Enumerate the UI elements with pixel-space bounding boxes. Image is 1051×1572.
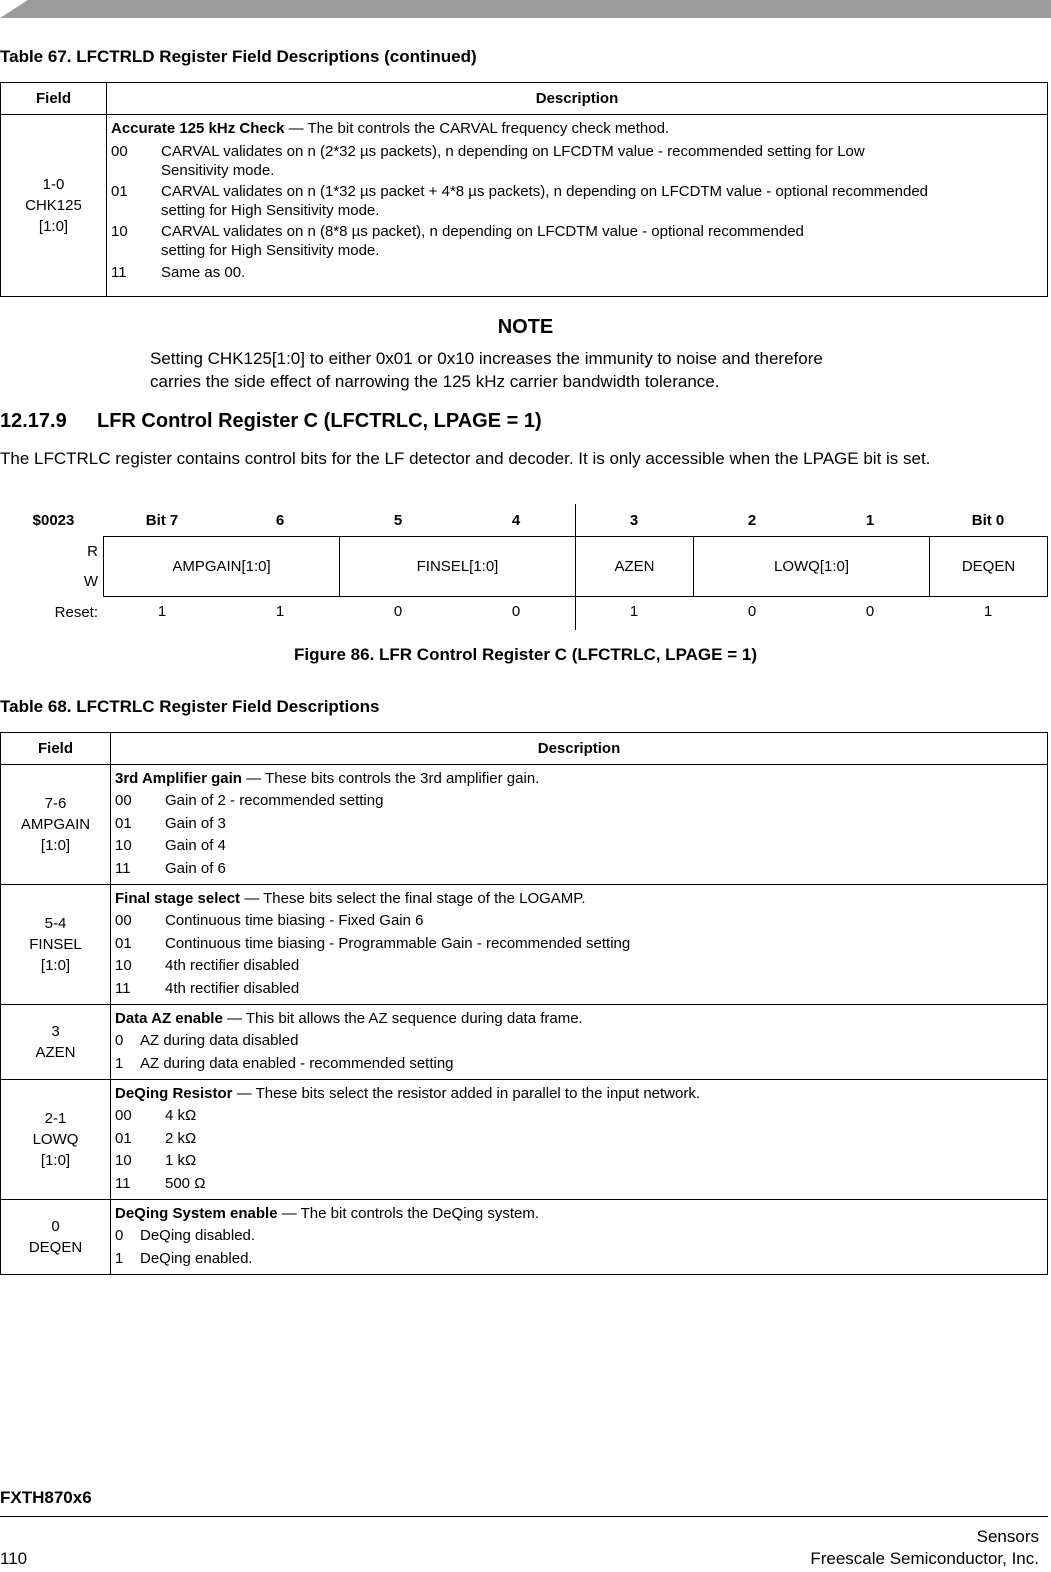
table68-header-field: Field [1,733,111,765]
reset-label: Reset: [54,604,98,621]
item-code: 00 [111,143,128,160]
field-bits: 3 [51,1023,60,1040]
item-code: 01 [115,934,132,952]
list-item [115,1248,1043,1271]
section-title: LFR Control Register C (LFCTRLC, LPAGE = 1) [97,410,542,432]
item-text: DeQing enabled. [140,1249,253,1267]
field-cell [1,1080,111,1200]
list-item [115,1030,1043,1053]
item-text: 4 kΩ [165,1107,197,1124]
description-title-rest: — These bits controls the 3rd amplifier gain. [241,770,540,787]
item-text: Gain of 6 [165,859,226,877]
table67-header-row [1,83,1048,115]
description-title-rest: — These bits select the resistor added in parallel to the input network. [232,1085,701,1102]
reset-value: 0 [747,603,757,620]
item-text: Continuous time biasing - Programmable Gain - recommended setting [165,934,631,952]
footer-doc-id: FXTH870x6 [0,1488,92,1507]
figure-caption: Figure 86. LFR Control Register C (LFCTRLC, LPAGE = 1) [294,645,757,664]
register-address: $0023 [32,512,75,529]
section-paragraph: The LFCTRLC register contains control bits for the LF detector and decoder. It is only accessible when the LPAGE bit is set. [0,449,931,468]
item-text: CARVAL validates on n (1*32 µs packet + 4*8 µs packets), n depending on LFCDTM value - optional recommended [161,183,929,200]
description-title-rest: — This bit allows the AZ sequence during data frame. [222,1010,583,1027]
field-range: [1:0] [40,837,71,854]
list-item [115,835,1043,858]
note-body [150,347,823,393]
field-name: AZEN [35,1044,76,1061]
bit-label: 4 [511,512,521,529]
section-number: 12.17.9 [0,410,67,432]
description-title-bold: DeQing System enable [115,1205,278,1222]
description-title-bold: Accurate 125 kHz Check [111,120,285,137]
description-cell [107,115,1048,297]
list-item [115,1150,1043,1173]
item-text: Same as 00. [161,264,246,281]
item-text-cont: setting for High Sensitivity mode. [161,202,380,219]
item-text-cont: Sensitivity mode. [161,162,275,179]
description-title [115,768,1043,790]
bit-label: Bit 0 [971,512,1005,529]
register-diagram [0,500,1051,640]
bit-label: 3 [629,512,639,529]
field-cell [1,765,111,885]
field-bits: 1-0 [42,176,65,193]
list-item [115,813,1043,836]
table-row [1,765,1048,885]
header-bar [0,0,1051,20]
bit-label: 1 [865,512,875,529]
field-bits: 0 [51,1218,60,1235]
list-item [115,1128,1043,1151]
bit-label: 2 [747,512,757,529]
field-bits: 2-1 [44,1110,67,1127]
item-text: CARVAL validates on n (2*32 µs packets), n depending on LFCDTM value - recommended setting for Low [161,143,865,160]
list-item [111,262,1043,285]
item-text: AZ during data disabled [140,1032,299,1049]
item-code: 01 [111,183,128,200]
list-item [115,978,1043,1001]
footer-rule [0,1516,1048,1517]
table67 [0,82,1048,297]
field-lowq: LOWQ[1:0] [693,536,930,597]
table-row [1,1080,1048,1200]
field-deqen: DEQEN [929,536,1048,597]
table-row [1,1005,1048,1080]
description-cell [111,765,1048,885]
list-item [115,933,1043,956]
field-range: [1:0] [38,218,69,235]
read-label: R [87,543,98,560]
list-item [115,790,1043,813]
description-title-rest: — The bit controls the DeQing system. [277,1205,540,1222]
table-row [1,885,1048,1005]
table68 [0,732,1048,1275]
list-item [111,182,1043,220]
bit-label: Bit 7 [145,512,179,529]
item-text: 4th rectifier disabled [165,957,300,974]
table68-header-description: Description [111,733,1048,765]
bit-label: 6 [275,512,285,529]
table68-caption: Table 68. LFCTRLC Register Field Descriptions [0,697,380,716]
item-code: 11 [115,859,131,877]
description-title [115,888,1043,910]
field-ampgain: AMPGAIN[1:0] [103,536,340,597]
item-text: AZ during data enabled - recommended setting [140,1054,454,1072]
item-text: 4th rectifier disabled [165,979,300,997]
item-code: 1 [115,1249,124,1267]
item-code: 00 [115,792,132,809]
reset-value: 1 [157,603,167,620]
reset-value: 0 [865,603,875,620]
description-cell [111,1080,1048,1200]
field-range: [1:0] [40,1152,71,1169]
description-title [115,1008,1043,1030]
description-cell [111,885,1048,1005]
item-code: 0 [115,1032,124,1049]
field-name: FINSEL [29,936,82,953]
item-text: CARVAL validates on n (8*8 µs packet), n depending on LFCDTM value - optional recommended [161,223,804,240]
item-code: 1 [115,1054,124,1072]
item-code: 01 [115,814,132,832]
field-name: DEQEN [28,1239,83,1256]
item-text: Gain of 3 [165,814,226,832]
field-cell [1,115,107,297]
table-row [1,1200,1048,1275]
field-cell [1,1200,111,1275]
item-code: 10 [115,957,132,974]
item-code: 11 [115,979,131,997]
table68-header-row [1,733,1048,765]
note-line: carries the side effect of narrowing the 125 kHz carrier bandwidth tolerance. [150,372,720,391]
description-title [115,1083,1043,1105]
description-title-bold: Final stage select [115,890,241,907]
list-item [115,1053,1043,1076]
table67-caption: Table 67. LFCTRLD Register Field Descriptions (continued) [0,47,477,66]
table67-header-field: Field [1,83,107,115]
reset-value: 1 [275,603,285,620]
description-title [111,118,1043,140]
footer-company-line1: Sensors [976,1527,1039,1546]
item-text: Gain of 2 - recommended setting [165,792,384,809]
item-text: DeQing disabled. [140,1227,256,1244]
footer-company-line2: Freescale Semiconductor, Inc. [810,1549,1039,1568]
item-text: 2 kΩ [165,1129,197,1147]
item-text-cont: setting for High Sensitivity mode. [161,242,380,259]
item-text: Gain of 4 [165,837,226,854]
item-code: 11 [111,264,127,281]
item-text: 1 kΩ [165,1152,197,1169]
reset-value: 1 [983,603,993,620]
reset-value: 1 [629,603,639,620]
table67-header-description: Description [107,83,1048,115]
bit-label: 5 [393,512,403,529]
list-item [115,955,1043,978]
item-code: 11 [115,1174,131,1192]
item-code: 01 [115,1129,132,1147]
list-item [111,222,1043,260]
description-title-bold: DeQing Resistor [115,1085,233,1102]
field-range: [1:0] [40,957,71,974]
description-title-bold: 3rd Amplifier gain [115,770,242,787]
description-title-rest: — These bits select the final stage of the LOGAMP. [240,890,586,907]
list-item [115,910,1043,933]
item-code: 10 [115,1152,132,1169]
field-azen: AZEN [575,536,694,597]
reset-value: 0 [511,603,521,620]
description-title-bold: Data AZ enable [115,1010,223,1027]
field-name: AMPGAIN [20,816,91,833]
item-code: 10 [115,837,132,854]
table-row [1,115,1048,297]
list-item [111,142,1043,180]
description-title [115,1203,1043,1225]
item-code: 10 [111,223,128,240]
description-title-rest: — The bit controls the CARVAL frequency check method. [284,120,670,137]
reset-value: 0 [393,603,403,620]
footer-page-number: 110 [0,1549,28,1568]
note-title: NOTE [497,316,554,338]
list-item [115,1173,1043,1196]
item-code: 00 [115,1107,132,1124]
item-code: 0 [115,1227,124,1244]
field-cell [1,885,111,1005]
field-bits: 5-4 [44,915,67,932]
list-item [115,1105,1043,1128]
item-code: 00 [115,912,132,929]
field-name: LOWQ [32,1131,79,1148]
note-line: Setting CHK125[1:0] to either 0x01 or 0x10 increases the immunity to noise and therefore [150,349,823,368]
description-cell [111,1200,1048,1275]
list-item [115,1225,1043,1248]
field-finsel: FINSEL[1:0] [339,536,576,597]
field-cell [1,1005,111,1080]
write-label: W [83,573,98,590]
list-item [115,858,1043,881]
item-text: 500 Ω [165,1174,206,1192]
field-bits: 7-6 [44,795,67,812]
description-cell [111,1005,1048,1080]
item-text: Continuous time biasing - Fixed Gain 6 [165,912,424,929]
field-name: CHK125 [25,197,82,214]
